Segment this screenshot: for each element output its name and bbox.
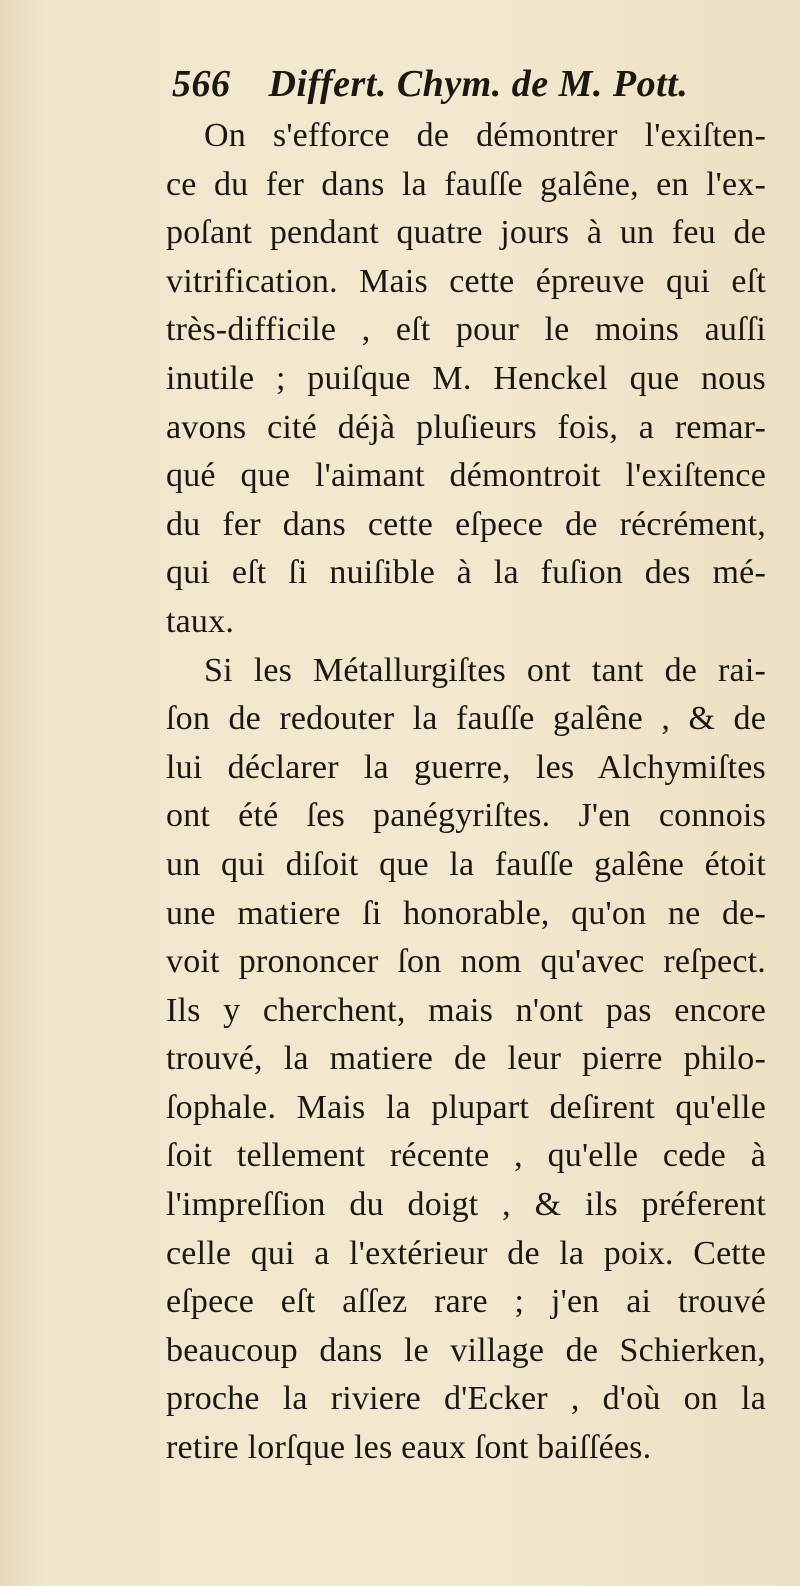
text-line: vitrification. Mais cette épreuve qui eſt <box>166 262 766 300</box>
text-line: qué que l'aimant démontroit l'exiſtence <box>166 457 766 495</box>
text-line: très-difficile , eſt pour le moins auſſi <box>166 311 766 349</box>
text-line: lui déclarer la guerre, les Alchymiſtes <box>166 748 766 786</box>
text-line: Si les Métallurgiſtes ont tant de rai- <box>204 651 766 689</box>
text-line: poſant pendant quatre jours à un feu de <box>166 214 766 252</box>
text-line: proche la riviere d'Ecker , d'où on la <box>166 1380 766 1418</box>
text-line: celle qui a l'extérieur de la poix. Cette <box>166 1234 766 1272</box>
body-text <box>166 112 766 1473</box>
text-line: voit prononcer ſon nom qu'avec reſpect. <box>166 943 766 981</box>
text-line: taux. <box>166 602 235 640</box>
text-line: On s'efforce de démontrer l'exiſten- <box>204 117 766 154</box>
text-line: ſophale. Mais la plupart deſirent qu'elle <box>166 1088 766 1126</box>
text-line: trouvé, la matiere de leur pierre philo- <box>166 1040 766 1078</box>
text-line: qui eſt ſi nuiſible à la fuſion des mé- <box>166 554 766 592</box>
text-line: ont été ſes panégyriſtes. J'en connois <box>166 797 766 835</box>
text-line: du fer dans cette eſpece de récrément, <box>166 505 766 543</box>
text-line: inutile ; puiſque M. Henckel que nous <box>166 359 766 397</box>
text-line: Ils y cherchent, mais n'ont pas encore <box>166 991 766 1029</box>
text-line: eſpece eſt aſſez rare ; j'en ai trouvé <box>166 1283 766 1321</box>
text-line: une matiere ſi honorable, qu'on ne de- <box>166 894 766 932</box>
text-line: ce du fer dans la fauſſe galêne, en l'ex- <box>166 165 766 203</box>
text-line: retire lorſque les eaux ſont baiſſées. <box>166 1429 652 1467</box>
text-line: ſoit tellement récente , qu'elle cede à <box>166 1137 766 1175</box>
running-title: Differt. Chym. de M. Pott. <box>268 63 689 105</box>
text-line: avons cité déjà pluſieurs fois, a remar- <box>166 408 766 446</box>
page-number: 566 <box>172 63 231 105</box>
text-line: l'impreſſion du doigt , & ils préferent <box>166 1186 766 1224</box>
text-line: beaucoup dans le village de Schierken, <box>166 1331 766 1369</box>
page-header <box>172 62 688 118</box>
text-line: un qui diſoit que la fauſſe galêne étoit <box>166 845 766 883</box>
text-line: ſon de redouter la fauſſe galêne , & de <box>166 700 766 738</box>
